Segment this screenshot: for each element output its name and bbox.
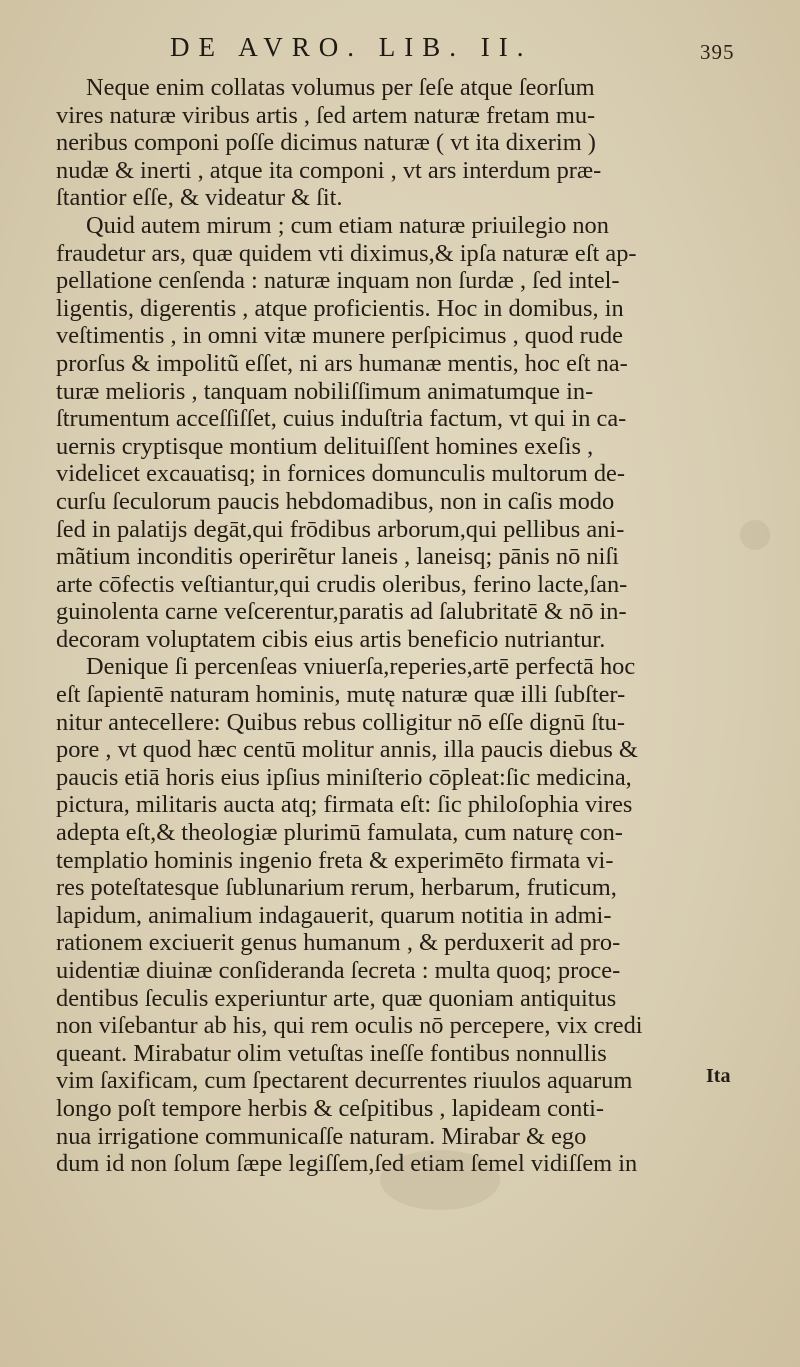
text-line: arte cōfectis veſtiantur,qui crudis oleribus, ferino lacte,ſan-: [56, 570, 628, 598]
running-title: DE AVRO. LIB. II.: [170, 32, 533, 62]
text-line: decoram voluptatem cibis eius artis beneficio nutriantur.: [56, 625, 606, 653]
text-line: veſtimentis , in omni vitæ munere perſpicimus , quod rude: [56, 322, 623, 350]
text-line: nua irrigatione communicaſſe naturam. Mirabar & ego: [56, 1122, 587, 1150]
text-line: ligentis, digerentis , atque proficientis. Hoc in domibus, in: [56, 294, 624, 322]
text-line: Denique ſi percenſeas vniuerſa,reperies,artē perfectā hoc: [86, 653, 636, 681]
body-text: [56, 74, 766, 1178]
text-line: adepta eſt,& theologiæ plurimū famulata, cum naturę con-: [56, 819, 623, 847]
text-line: Neque enim collatas volumus per ſeſe atque ſeorſum: [86, 74, 595, 101]
text-line: videlicet excauatisq; in fornices domunculis multorum de-: [56, 460, 625, 488]
text-line: uidentiæ diuinæ conſideranda ſecreta : multa quoq; proce-: [56, 957, 621, 984]
text-line: uernis cryptisque montium delituiſſent homines exeſis ,: [56, 432, 594, 460]
text-line: vim ſaxificam, cum ſpectarent decurrentes riuulos aquarum: [56, 1067, 633, 1095]
text-line: res poteſtatesque ſublunarium rerum, herbarum, fruticum,: [56, 874, 617, 902]
text-line: pictura, militaris aucta atq; firmata eſt: ſic philoſophia vires: [56, 791, 633, 819]
text-line: dum id non ſolum ſæpe legiſſem,ſed etiam ſemel vidiſſem in: [56, 1150, 638, 1178]
text-line: nudæ & inerti , atque ita componi , vt ars interdum præ-: [56, 156, 602, 184]
text-line: ſtrumentum acceſſiſſet, cuius induſtria factum, vt qui in ca-: [56, 405, 627, 433]
page-number: 395: [700, 40, 735, 64]
text-line: dentibus ſeculis experiuntur arte, quæ quoniam antiquitus: [56, 984, 617, 1012]
text-line: vires naturæ viribus artis , ſed artem naturæ fretam mu-: [56, 101, 596, 129]
text-line: queant. Mirabatur olim vetuſtas ineſſe fontibus nonnullis: [56, 1039, 607, 1067]
text-line: eſt ſapientē naturam hominis, mutę naturæ quæ illi ſubſter-: [56, 681, 626, 709]
text-line: turæ melioris , tanquam nobiliſſimum animatumque in-: [56, 377, 594, 405]
text-line: templatio hominis ingenio freta & experimēto firmata vi-: [56, 846, 614, 874]
text-line: ſed in palatijs degāt,qui frōdibus arborum,qui pellibus ani-: [56, 515, 625, 543]
text-line: non viſebantur ab his, qui rem oculis nō percepere, vix credi: [56, 1012, 643, 1040]
text-line: neribus componi poſſe dicimus naturæ ( vt ita dixerim ): [56, 129, 596, 157]
text-line: nitur antecellere: Quibus rebus colligitur nō eſſe dignū ſtu-: [56, 708, 625, 736]
text-line: longo poſt tempore herbis & ceſpitibus , lapideam conti-: [56, 1094, 604, 1122]
text-line: curſu ſeculorum paucis hebdomadibus, non in caſis modo: [56, 487, 615, 515]
text-line: mãtium inconditis operirẽtur laneis , laneisq; pānis nō niſi: [56, 543, 619, 571]
text-line: pellatione cenſenda : naturæ inquam non ſurdæ , ſed intel-: [56, 267, 620, 295]
text-line: Quid autem mirum ; cum etiam naturæ priuilegio non: [86, 211, 609, 239]
text-line: paucis etiā horis eius ipſius miniſterio cōpleat:ſic medicina,: [56, 763, 632, 791]
text-line: guinolenta carne veſcerentur,paratis ad ſalubritatē & nō in-: [56, 598, 627, 626]
text-line: prorſus & impolitũ eſſet, ni ars humanæ mentis, hoc eſt na-: [56, 349, 628, 377]
text-line: lapidum, animalium indagauerit, quarum notitia in admi-: [56, 901, 612, 929]
text-line: ſtantior eſſe, & videatur & ſit.: [56, 184, 343, 212]
text-line: rationem exciuerit genus humanum , & perduxerit ad pro-: [56, 929, 621, 957]
text-line: pore , vt quod hæc centū molitur annis, illa paucis diebus &: [56, 736, 638, 764]
text-line: fraudetur ars, quæ quidem vti diximus,& ipſa naturæ eſt ap-: [56, 239, 637, 267]
catchword: Ita: [706, 1065, 731, 1087]
